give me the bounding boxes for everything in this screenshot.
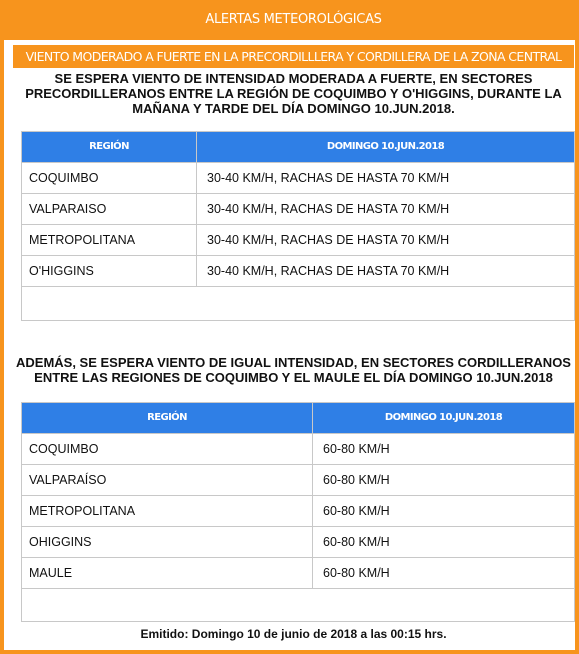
wind-value-cell: 30-40 KM/H, RACHAS DE HASTA 70 KM/H (207, 264, 450, 278)
column-header-region: REGIÓN (22, 132, 197, 162)
section1-description: SE ESPERA VIENTO DE INTENSIDAD MODERADA A FUERTE, EN SECTORES PRECORDILLERANOS ENTRE LA REGIÓN DE COQUIMBO Y O'HIGGINS, DURANTE LA MAÑANA Y TARDE DEL DÍA DOMINGO 10.JUN.2018. (25, 71, 562, 116)
page-title: ALERTAS METEOROLÓGICAS (4, 0, 579, 40)
wind-value-cell: 30-40 KM/H, RACHAS DE HASTA 70 KM/H (207, 171, 450, 185)
table-empty-row (22, 588, 574, 620)
table-row (22, 224, 574, 255)
table-row (22, 193, 574, 224)
region-cell: MAULE (22, 558, 313, 588)
column-header-date: DOMINGO 10.JUN.2018 (326, 141, 445, 152)
table-row (22, 557, 574, 588)
wind-value-cell: 30-40 KM/H, RACHAS DE HASTA 70 KM/H (207, 233, 450, 247)
table-row (22, 433, 574, 464)
wind-table-cordillera (21, 402, 575, 622)
region-cell: VALPARAÍSO (22, 465, 313, 495)
table-row (22, 162, 574, 193)
wind-value-cell: 60-80 KM/H (323, 473, 390, 487)
region-cell: METROPOLITANA (22, 225, 197, 255)
region-cell: VALPARAISO (22, 194, 197, 224)
table-row (22, 464, 574, 495)
region-cell: METROPOLITANA (22, 496, 313, 526)
column-header-region: REGIÓN (22, 403, 313, 433)
region-cell: COQUIMBO (22, 163, 197, 193)
region-cell: COQUIMBO (22, 434, 313, 464)
table-row (22, 526, 574, 557)
region-cell: OHIGGINS (22, 527, 313, 557)
section2-description: ADEMÁS, SE ESPERA VIENTO DE IGUAL INTENSIDAD, EN SECTORES CORDILLERANOS ENTRE LAS REGIONES DE COQUIMBO Y EL MAULE EL DÍA DOMINGO 10.JUN.2018 (16, 355, 571, 385)
wind-table-precordillera (21, 131, 575, 321)
emission-timestamp: Emitido: Domingo 10 de junio de 2018 a las 00:15 hrs. (140, 627, 447, 641)
wind-value-cell: 60-80 KM/H (323, 566, 390, 580)
table-header-row (22, 132, 574, 162)
column-header-date: DOMINGO 10.JUN.2018 (384, 412, 503, 423)
table-row (22, 495, 574, 526)
table-empty-row (22, 286, 574, 318)
table-header-row (22, 403, 574, 433)
wind-value-cell: 60-80 KM/H (323, 442, 390, 456)
table-row (22, 255, 574, 286)
alert-title: VIENTO MODERADO A FUERTE EN LA PRECORDILLLERA Y CORDILLERA DE LA ZONA CENTRAL (12, 44, 575, 69)
region-cell: O'HIGGINS (22, 256, 197, 286)
wind-value-cell: 60-80 KM/H (323, 504, 390, 518)
wind-value-cell: 30-40 KM/H, RACHAS DE HASTA 70 KM/H (207, 202, 450, 216)
wind-value-cell: 60-80 KM/H (323, 535, 390, 549)
